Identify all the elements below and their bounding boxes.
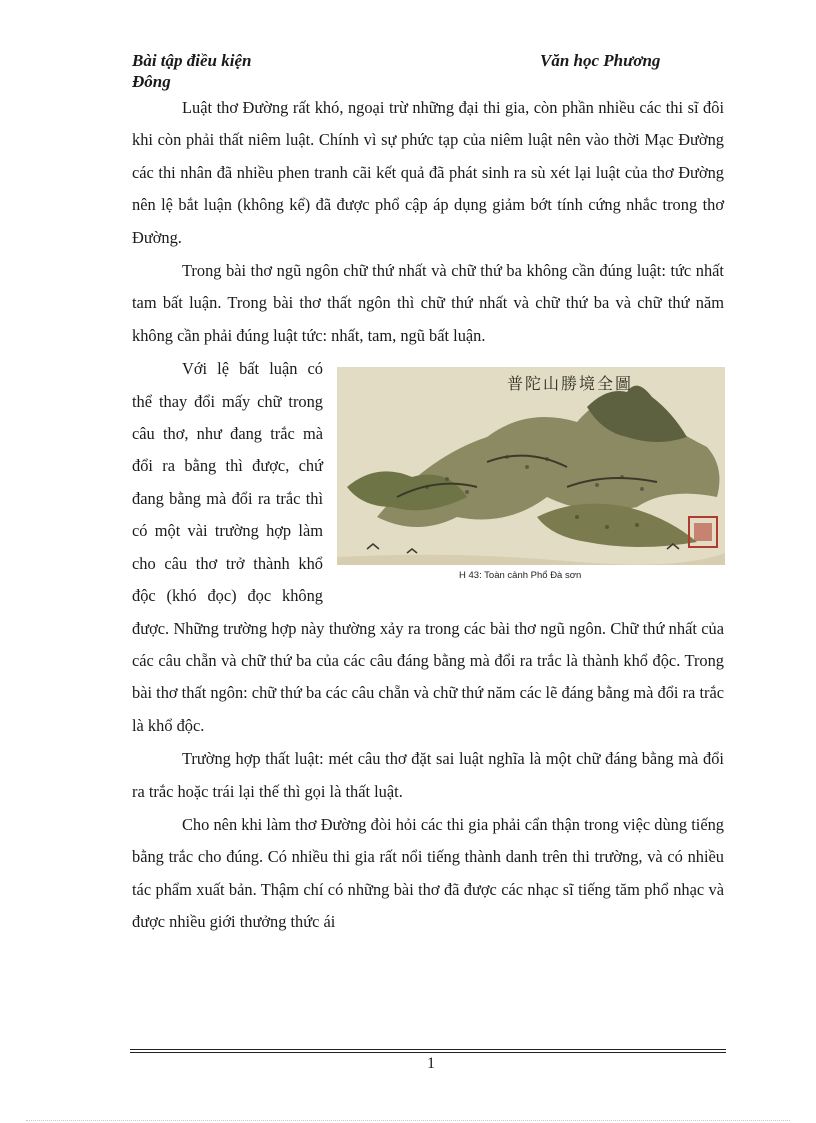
landscape-figure [337,367,725,599]
paragraph-5: Cho nên khi làm thơ Đường đòi hỏi các thi gia phải cẩn thận trong việc dùng tiếng bằng trắc cho đúng. Có nhiều thi gia rất nổi tiếng thành danh trên thi trường, và có nhiều tác phẩm xuất bản. Thậm chí có những bài thơ đã được các nhạc sĩ tiếng tăm phổ nhạc và được nhiều giới thưởng thức ái [132,814,724,932]
landscape-painting-image [337,367,725,565]
footer-rule-top [130,1049,726,1050]
svg-text:普陀山勝境全圖: 普陀山勝境全圖 [507,374,634,394]
paragraph-1: Luật thơ Đường rất khó, ngoại trừ những đại thi gia, còn phần nhiều các thi sĩ đôi khi còn phải thất niêm luật. Chính vì sự phức tạp của niêm luật nên vào thời Mạc Đường các thi nhân đã nhiều phen tranh cãi kết quả đã phát sinh ra sù xét lại luật của thơ Đường nên lệ bắt luận (không kể) đã được phổ cập áp dụng giảm bớt tính cứng nhắc trong thơ Đường. [132,98,724,247]
paragraph-2: Trong bài thơ ngũ ngôn chữ thứ nhất và chữ thứ ba không cần đúng luật: tức nhất tam bất luận. Trong bài thơ thất ngôn thì chữ thứ nhất và chữ thứ ba và chữ thứ năm không cần phải đúng luật tức: nhất, tam, ngũ bất luận. [132,261,724,345]
page-bottom-divider [26,1120,790,1121]
page-header [132,50,724,94]
figure-caption: H 43: Toàn cảnh Phổ Đà sơn [459,570,582,582]
document-body [132,92,724,940]
header-right-title: Văn học Phương [540,51,661,70]
footer-rule-bottom [130,1052,726,1053]
paragraph-3: Với lệ bất luận có thể thay đổi mấy chữ trong câu thơ, như đang trắc mà đổi ra bằng thì được, chứ đang bằng mà đổi ra trắc thì có một vài trường hợp làm cho câu thơ trở thành khổ độc (khó đọc) đọc không được. Những trường hợp này thường xảy ra trong các bài thơ ngũ ngôn. Chữ thứ nhất của các câu chẵn và chữ thứ ba của các câu đáng bằng mà đổi ra trắc là thành khổ độc. Trong bài thơ thất ngôn: chữ thứ ba các câu chẵn và chữ thứ năm các lẽ đáng bằng mà đổi ra trắc là khổ độc. [132,359,724,735]
page-number: 1 [427,1055,435,1072]
header-left-title: Bài tập điều kiện Đông [132,51,252,91]
paragraph-4: Trường hợp thất luật: mét câu thơ đặt sai luật nghĩa là một chữ đáng bằng mà đổi ra trắc hoặc trái lại thế thì gọi là thất luật. [132,749,724,801]
